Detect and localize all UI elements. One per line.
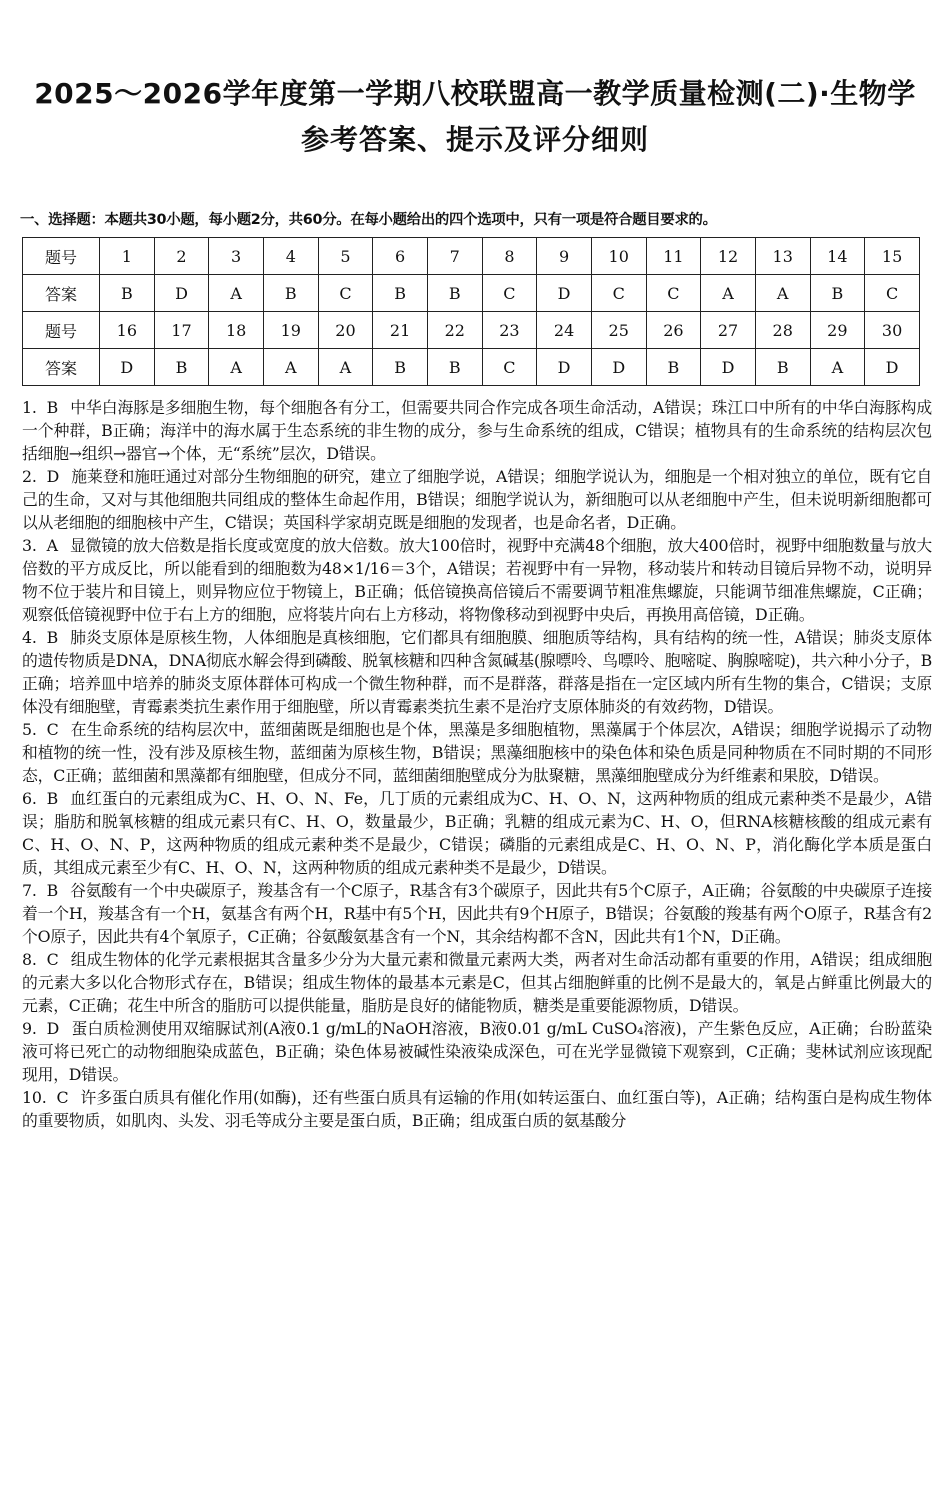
page-title: 2025～2026学年度第一学期八校联盟高一教学质量检测(二)·生物学	[34, 77, 916, 110]
explanation-item	[22, 465, 932, 534]
answer-cell: B	[427, 275, 482, 312]
question-number-cell: 6	[373, 238, 428, 275]
question-number-row	[23, 238, 920, 275]
answer-cell: A	[209, 349, 264, 386]
answer-cell: A	[318, 349, 373, 386]
question-number-cell: 5	[318, 238, 373, 275]
explanation-text: 血红蛋白的元素组成为C、H、O、N、Fe，几丁质的元素组成为C、H、O、N，这两种物质的组成元素种类不是最少，A错误；脂肪和脱氧核糖的组成元素只有C、H、O，数量最少，B正确；乳糖的组成元素为C、H、O，但RNA核糖核酸的组成元素有C、H、O、N、P，这两种物质的组成元素种类不是最少，C错误；磷脂的元素组成是C、H、O、N、P，消化酶化学本质是蛋白质，其组成元素至少有C、H、O、N，这两种物质的组成元素种类不是最少，D错误。	[22, 789, 932, 877]
explanation-answer: B	[46, 789, 59, 808]
question-number-cell: 15	[865, 238, 920, 275]
explanation-number: 10.	[22, 1088, 47, 1107]
explanation-text: 许多蛋白质具有催化作用(如酶)，还有些蛋白质具有运输的作用(如转运蛋白、血红蛋白等)，A正确；结构蛋白是构成生物体的重要物质，如肌肉、头发、羽毛等成分主要是蛋白质，B正确；组成蛋白质的氨基酸分	[22, 1088, 932, 1130]
explanation-text: 蛋白质检测使用双缩脲试剂(A液0.1 g/mL的NaOH溶液，B液0.01 g/mL CuSO₄溶液)，产生紫色反应，A正确；台盼蓝染液可将已死亡的动物细胞染成蓝色，B正确；染色体易被碱性染液染成深色，可在光学显微镜下观察到，C正确；斐林试剂应该现配现用，D错误。	[22, 1019, 932, 1084]
explanation-answer: C	[46, 720, 59, 739]
question-number-cell: 28	[755, 312, 810, 349]
answer-cell: B	[373, 349, 428, 386]
question-number-cell: 23	[482, 312, 537, 349]
answer-cell: D	[701, 349, 756, 386]
answer-cell: D	[591, 349, 646, 386]
answer-cell: D	[865, 349, 920, 386]
question-number-cell: 11	[646, 238, 701, 275]
explanation-answer: A	[46, 536, 58, 555]
explanation-item	[22, 948, 932, 1017]
answer-cell: C	[646, 275, 701, 312]
explanation-number: 2.	[22, 467, 37, 486]
explanation-item	[22, 879, 932, 948]
answer-cell: A	[701, 275, 756, 312]
explanation-item	[22, 718, 932, 787]
question-number-cell: 13	[755, 238, 810, 275]
explanation-number: 4.	[22, 628, 37, 647]
explanation-answer: C	[46, 950, 59, 969]
explanation-number: 5.	[22, 720, 37, 739]
explanation-number: 9.	[22, 1019, 37, 1038]
explanation-text: 施莱登和施旺通过对部分生物细胞的研究，建立了细胞学说，A错误；细胞学说认为，细胞是一个相对独立的单位，既有它自己的生命，又对与其他细胞共同组成的整体生命起作用，B错误；细胞学说认为，新细胞可以从老细胞中产生，但未说明新细胞都可以从老细胞的细胞核中产生，C错误；英国科学家胡克既是细胞的发现者，也是命名者，D正确。	[22, 467, 932, 532]
answer-cell: B	[755, 349, 810, 386]
answer-cell: A	[755, 275, 810, 312]
answer-cell: B	[810, 275, 865, 312]
answer-cell: A	[810, 349, 865, 386]
question-number-cell: 2	[154, 238, 209, 275]
question-number-cell: 27	[701, 312, 756, 349]
answer-cell: C	[865, 275, 920, 312]
explanation-list	[22, 396, 932, 1132]
answer-cell: B	[373, 275, 428, 312]
question-number-cell: 8	[482, 238, 537, 275]
question-number-cell: 10	[591, 238, 646, 275]
explanation-number: 8.	[22, 950, 37, 969]
question-number-cell: 18	[209, 312, 264, 349]
answer-cell: D	[100, 349, 155, 386]
answer-row	[23, 275, 920, 312]
explanation-answer: C	[56, 1088, 69, 1107]
answer-cell: C	[482, 275, 537, 312]
explanation-item	[22, 1017, 932, 1086]
section-heading: 一、选择题：本题共30小题，每小题2分，共60分。在每小题给出的四个选项中，只有一项是符合题目要求的。	[20, 212, 717, 228]
explanation-text: 组成生物体的化学元素根据其含量多少分为大量元素和微量元素两大类，两者对生命活动都有重要的作用，A错误；组成细胞的元素大多以化合物形式存在，B错误；组成生物体的最基本元素是C，但其占细胞鲜重的比例不是最大的，氧是占鲜重比例最大的元素，C正确；花生中所含的脂肪可以提供能量，脂肪是良好的储能物质，糖类是重要能源物质，D错误。	[22, 950, 932, 1015]
answer-label-cell: 答案	[23, 349, 100, 386]
explanation-answer: D	[46, 467, 60, 486]
explanation-text: 在生命系统的结构层次中，蓝细菌既是细胞也是个体，黑藻是多细胞植物，黑藻属于个体层次，A错误；细胞学说揭示了动物和植物的统一性，没有涉及原核生物，蓝细菌为原核生物，B错误；黑藻细胞核中的染色体和染色质是同种物质在不同时期的不同形态，C正确；蓝细菌和黑藻都有细胞壁，但成分不同，蓝细菌细胞壁成分为肽聚糖，黑藻细胞壁成分为纤维素和果胶，D错误。	[22, 720, 932, 785]
question-label-cell: 题号	[23, 238, 100, 275]
explanation-answer: B	[46, 881, 59, 900]
explanation-text: 显微镜的放大倍数是指长度或宽度的放大倍数。放大100倍时，视野中充满48个细胞，放大400倍时，视野中细胞数量与放大倍数的平方成反比，所以能看到的细胞数为48×1/16＝3个，A错误；若视野中有一异物，移动装片和转动目镜后异物不动，说明异物不位于装片和目镜上，则异物应位于物镜上，B正确；低倍镜换高倍镜后不需要调节粗准焦螺旋，只能调节细准焦螺旋，C正确；观察低倍镜视野中位于右上方的细胞，应将装片向右上方移动，将物像移动到视野中央后，再换用高倍镜，D正确。	[22, 536, 932, 624]
question-number-cell: 26	[646, 312, 701, 349]
answer-cell: A	[263, 349, 318, 386]
answer-cell: C	[591, 275, 646, 312]
explanation-item	[22, 534, 932, 626]
question-number-cell: 20	[318, 312, 373, 349]
explanation-item	[22, 787, 932, 879]
question-number-cell: 14	[810, 238, 865, 275]
answer-cell: C	[318, 275, 373, 312]
explanation-text: 中华白海豚是多细胞生物，每个细胞各有分工，但需要共同合作完成各项生命活动，A错误；珠江口中所有的中华白海豚构成一个种群，B正确；海洋中的海水属于生态系统的非生物的成分，参与生命系统的组成，C错误；植物具有的生命系统的结构层次包括细胞→组织→器官→个体，无“系统”层次，D错误。	[22, 398, 932, 463]
question-number-cell: 29	[810, 312, 865, 349]
question-number-cell: 21	[373, 312, 428, 349]
question-label-cell: 题号	[23, 312, 100, 349]
explanation-item	[22, 626, 932, 718]
answer-cell: D	[154, 275, 209, 312]
question-number-cell: 22	[427, 312, 482, 349]
explanation-number: 1.	[22, 398, 37, 417]
question-number-cell: 9	[537, 238, 592, 275]
answer-cell: B	[646, 349, 701, 386]
explanation-item	[22, 396, 932, 465]
answer-cell: D	[537, 349, 592, 386]
answer-cell: B	[263, 275, 318, 312]
question-number-cell: 24	[537, 312, 592, 349]
explanation-answer: B	[46, 628, 59, 647]
question-number-cell: 30	[865, 312, 920, 349]
question-number-cell: 3	[209, 238, 264, 275]
question-number-row	[23, 312, 920, 349]
question-number-cell: 25	[591, 312, 646, 349]
answer-row	[23, 349, 920, 386]
explanation-number: 3.	[22, 536, 37, 555]
answer-cell: B	[427, 349, 482, 386]
explanation-answer: B	[46, 398, 59, 417]
answer-cell: A	[209, 275, 264, 312]
page-subtitle: 参考答案、提示及评分细则	[300, 123, 649, 156]
question-number-cell: 4	[263, 238, 318, 275]
question-number-cell: 1	[100, 238, 155, 275]
answer-cell: D	[537, 275, 592, 312]
explanation-item	[22, 1086, 932, 1132]
answer-table	[22, 237, 920, 386]
question-number-cell: 16	[100, 312, 155, 349]
question-number-cell: 17	[154, 312, 209, 349]
explanation-answer: D	[46, 1019, 60, 1038]
answer-label-cell: 答案	[23, 275, 100, 312]
explanation-text: 谷氨酸有一个中央碳原子，羧基含有一个C原子，R基含有3个碳原子，因此共有5个C原子，A正确；谷氨酸的中央碳原子连接着一个H，羧基含有一个H，氨基含有两个H，R基中有5个H，因此共有9个H原子，B错误；谷氨酸的羧基有两个O原子，R基含有2个O原子，因此共有4个氧原子，C正确；谷氨酸氨基含有一个N，其余结构都不含N，因此共有1个N，D正确。	[22, 881, 932, 946]
question-number-cell: 7	[427, 238, 482, 275]
answer-cell: C	[482, 349, 537, 386]
answer-cell: B	[100, 275, 155, 312]
answer-cell: B	[154, 349, 209, 386]
question-number-cell: 12	[701, 238, 756, 275]
explanation-number: 6.	[22, 789, 37, 808]
explanation-number: 7.	[22, 881, 37, 900]
explanation-text: 肺炎支原体是原核生物，人体细胞是真核细胞，它们都具有细胞膜、细胞质等结构，具有结构的统一性，A错误；肺炎支原体的遗传物质是DNA，DNA彻底水解会得到磷酸、脱氧核糖和四种含氮碱基(腺嘌呤、鸟嘌呤、胞嘧啶、胸腺嘧啶)，共六种小分子，B正确；培养皿中培养的肺炎支原体群体可构成一个微生物种群，而不是群落，群落是指在一定区域内所有生物的集合，C错误；支原体没有细胞壁，青霉素类抗生素作用于细胞壁，所以青霉素类抗生素不是治疗支原体肺炎的有效药物，D错误。	[22, 628, 932, 716]
question-number-cell: 19	[263, 312, 318, 349]
